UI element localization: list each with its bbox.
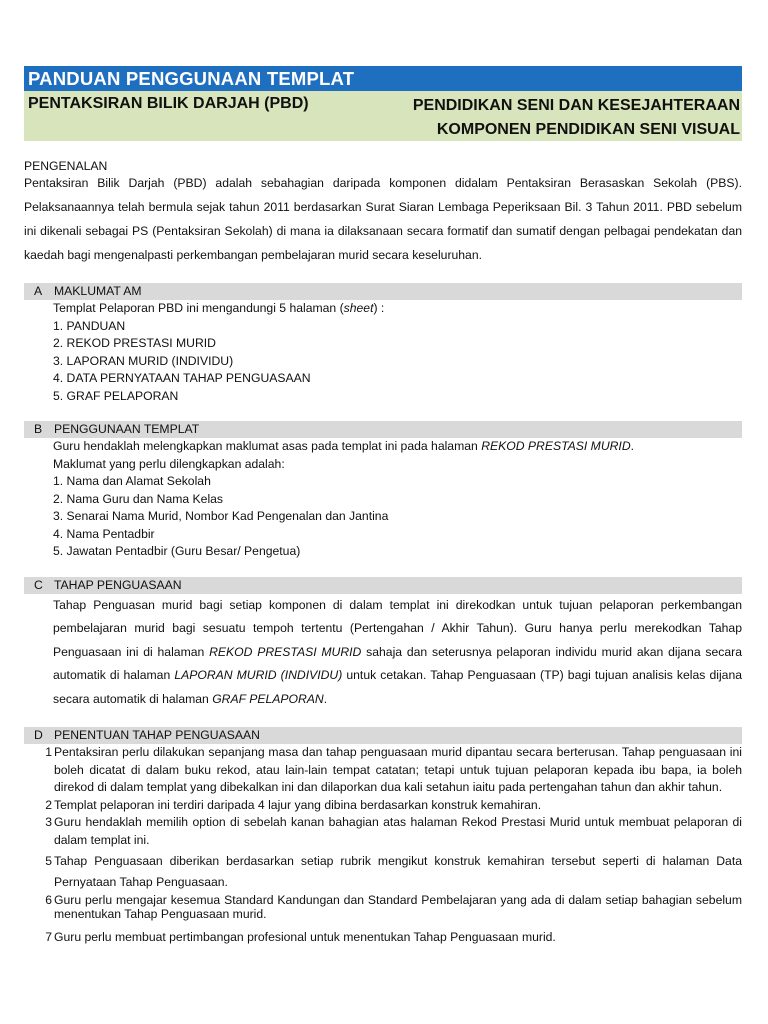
- intro-emphasis: sheet: [343, 301, 374, 315]
- item-number: 6: [45, 893, 52, 908]
- line-text-end: .: [630, 439, 635, 453]
- para-text: untuk cetakan. Tahap Penguasaan (TP) bagi tujuan analisis kelas dijana secara automatik di halaman: [53, 668, 742, 706]
- section-d-list: [24, 744, 742, 947]
- line-emphasis: REKOD PRESTASI MURID: [481, 439, 631, 453]
- section-b-body: [24, 438, 742, 561]
- subject-title: [413, 94, 740, 142]
- section-c-header: [24, 577, 742, 594]
- list-item: [24, 814, 742, 849]
- item-number: 5: [45, 854, 52, 869]
- list-item: 4. Nama Pentadbir: [53, 526, 155, 541]
- intro-text-end: ) :: [373, 301, 385, 315]
- list-item: 3. Senarai Nama Murid, Nombor Kad Pengenalan dan Jantina: [53, 509, 389, 523]
- section-title: PENENTUAN TAHAP PENGUASAAN: [54, 728, 260, 743]
- item-text: Guru perlu membuat pertimbangan profesional untuk menentukan Tahap Penguasaan murid.: [54, 930, 556, 945]
- item-number: 3: [45, 815, 52, 830]
- list-item: 2. Nama Guru dan Nama Kelas: [53, 491, 224, 506]
- section-c-paragraph: [24, 594, 742, 712]
- list-item: 5. Jawatan Pentadbir (Guru Besar/ Pengetua): [53, 544, 301, 558]
- list-item: [24, 929, 742, 947]
- item-text: Guru hendaklah memilih option di sebelah kanan bahagian atas halaman Rekod Prestasi Murid untuk membuat pelaporan di dalam templat ini.: [54, 815, 742, 847]
- para-text: sahaja dan seterusnya pelaporan individu murid akan dijana secara automatik di halaman: [53, 644, 742, 683]
- list-item: 5. GRAF PELAPORAN: [53, 388, 179, 403]
- section-d-header: [24, 727, 742, 744]
- para-emphasis: LAPORAN MURID (INDIVIDU): [174, 668, 343, 683]
- section-title: PENGGUNAAN TEMPLAT: [54, 422, 200, 436]
- list-item: [24, 894, 742, 921]
- section-a-body: [24, 300, 742, 405]
- list-item: 4. DATA PERNYATAAN TAHAP PENGUASAAN: [53, 371, 311, 385]
- list-item: 1. Nama dan Alamat Sekolah: [53, 474, 211, 488]
- section-b-header: [24, 421, 742, 438]
- para-emphasis: GRAF PELAPORAN: [212, 691, 324, 706]
- intro-text: Templat Pelaporan PBD ini mengandungi 5 halaman (: [53, 301, 344, 315]
- section-letter: D: [34, 728, 43, 743]
- item-text: Templat pelaporan ini terdiri daripada 4 lajur yang dibina berdasarkan konstruk kemahiran.: [54, 797, 542, 812]
- section-letter: C: [34, 577, 43, 592]
- intro-paragraph: Pentaksiran Bilik Darjah (PBD) adalah sebahagian daripada komponen didalam Pentaksiran Berasaskan Sekolah (PBS). Pelaksanaannya telah bermula sejak tahun 2011 berdasarkan Surat Siaran Lembaga Peperiksaan Bil. 3 Tahun 2011. PBD sebelum ini dikenali sebagai PS (Pentaksiran Sekolah) di mana ia dilaksanaan secara formatif dan sumatif dengan pelbagai pendekatan dan kaedah bagi mengenalpasti perkembangan pembelajaran murid secara keseluruhan.: [24, 176, 742, 262]
- item-number: 7: [45, 930, 52, 945]
- list-item: [24, 797, 742, 815]
- para-emphasis: REKOD PRESTASI MURID: [209, 644, 362, 659]
- section-title: TAHAP PENGUASAAN: [54, 577, 182, 592]
- item-text: Pentaksiran perlu dilakukan sepanjang masa dan tahap penguasaan murid dipantau secara berterusan. Tahap penguasaan ini boleh dicatat di dalam buku rekod, atau lain-lain tempat catatan; tetapi untuk tujuan pelaporan kepada ibu bapa, ia boleh direkod di dalam templat yang dibekalkan ini dan dilaporkan dua kali setahun iaitu pada pertengahan tahun dan akhir tahun.: [54, 745, 742, 795]
- list-item: 1. PANDUAN: [53, 318, 126, 333]
- item-text: Guru perlu mengajar kesemua Standard Kandungan dan Standard Pembelajaran yang ada di dalam setiap bahagian sebelum menentukan Tahap Penguasaan murid.: [54, 893, 742, 921]
- section-letter: A: [34, 284, 43, 298]
- section-a-header: [24, 283, 742, 300]
- assessment-title: PENTAKSIRAN BILIK DARJAH (PBD): [28, 95, 309, 112]
- subtitle-bar: [24, 91, 742, 141]
- section-letter: B: [34, 422, 43, 436]
- list-item: [24, 744, 742, 797]
- list-item: 3. LAPORAN MURID (INDIVIDU): [53, 353, 234, 368]
- section-b-line-2: Maklumat yang perlu dilengkapkan adalah:: [53, 456, 285, 471]
- document-title: PANDUAN PENGGUNAAN TEMPLAT: [24, 66, 742, 91]
- item-number: 2: [45, 797, 52, 812]
- list-item: 2. REKOD PRESTASI MURID: [53, 336, 216, 350]
- guide-document: [24, 66, 742, 947]
- para-text: Tahap Penguasan murid bagi setiap komponen di dalam templat ini direkodkan untuk tujuan pelaporan perkembangan pembelajaran murid bagi sesuatu tempoh tertentu (Pertengahan / Akhir Tahun). Guru hanya perlu merekodkan Tahap Penguasaan ini di halaman: [53, 597, 742, 659]
- subject-line-1: PENDIDIKAN SENI DAN KESEJAHTERAAN: [412, 97, 740, 114]
- intro-heading: PENGENALAN: [24, 159, 108, 173]
- item-text: Tahap Penguasaan diberikan berdasarkan setiap rubrik mengikut konstruk kemahiran tersebut seperti di halaman Data Pernyataan Tahap Penguasaan.: [54, 854, 742, 889]
- para-text: .: [323, 691, 328, 706]
- item-number: 1: [45, 745, 52, 760]
- section-b-line-1: [53, 438, 742, 456]
- section-a-intro: [53, 300, 742, 318]
- list-item: [24, 851, 742, 892]
- section-title: MAKLUMAT AM: [54, 284, 142, 298]
- line-text: Guru hendaklah melengkapkan maklumat asas pada templat ini pada halaman: [53, 439, 482, 453]
- subject-line-2: KOMPONEN PENDIDIKAN SENI VISUAL: [436, 121, 740, 138]
